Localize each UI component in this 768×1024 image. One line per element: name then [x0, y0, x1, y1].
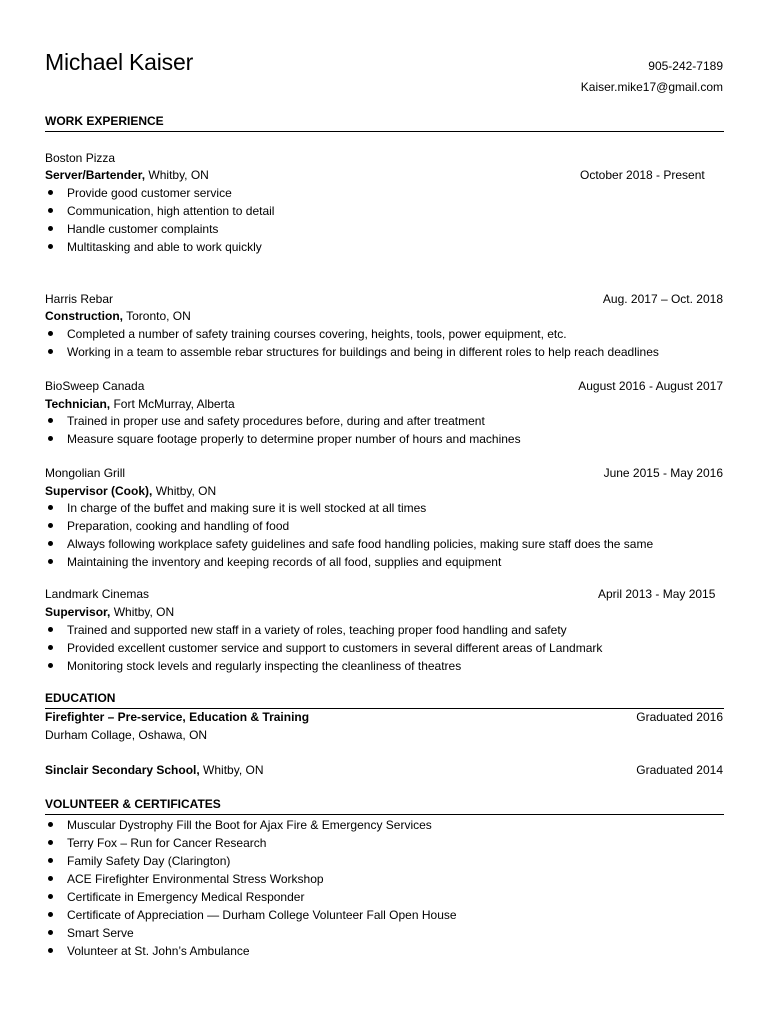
job-role-line	[45, 483, 216, 499]
job-location: Fort McMurray, Alberta	[110, 397, 235, 411]
job-bullets	[45, 185, 274, 257]
job-location: Whitby, ON	[110, 605, 175, 619]
job-role: Server/Bartender,	[45, 168, 146, 182]
job-company: Boston Pizza	[45, 151, 116, 165]
list-item: Completed a number of safety training courses covering, heights, tools, power equipment, etc.	[45, 326, 659, 344]
job-role: Supervisor,	[45, 605, 111, 619]
education-program	[45, 709, 309, 725]
job-dates: June 2015 - May 2016	[603, 466, 723, 480]
job-company: Harris Rebar	[45, 292, 114, 306]
list-item: In charge of the buffet and making sure it is well stocked at all times	[45, 500, 653, 518]
list-item: ACE Firefighter Environmental Stress Workshop	[45, 871, 457, 889]
list-item: Communication, high attention to detail	[45, 203, 274, 221]
list-item: Always following workplace safety guidelines and safe food handling policies, making sure staff does the same	[45, 536, 653, 554]
job-role: Supervisor (Cook),	[45, 484, 153, 498]
list-item: Working in a team to assemble rebar structures for buildings and being in different roles to help reach deadlines	[45, 344, 659, 362]
job-location: Whitby, ON	[152, 484, 217, 498]
job-role: Technician,	[45, 397, 111, 411]
job-company: Mongolian Grill	[45, 466, 126, 480]
list-item: Trained in proper use and safety procedures before, during and after treatment	[45, 413, 521, 431]
job-dates: August 2016 - August 2017	[578, 379, 723, 393]
list-item: Certificate in Emergency Medical Responder	[45, 889, 457, 907]
phone-number: 905-242-7189	[648, 59, 723, 73]
list-item: Maintaining the inventory and keeping records of all food, supplies and equipment	[45, 554, 653, 572]
job-dates: Aug. 2017 – Oct. 2018	[602, 292, 723, 306]
job-role-line	[45, 604, 174, 620]
email-address: Kaiser.mike17@gmail.com	[580, 80, 723, 94]
list-item: Muscular Dystrophy Fill the Boot for Ajax Fire & Emergency Services	[45, 817, 457, 835]
job-role-line	[45, 167, 209, 183]
list-item: Certificate of Appreciation — Durham College Volunteer Fall Open House	[45, 907, 457, 925]
job-bullets	[45, 413, 521, 449]
section-divider	[45, 131, 724, 132]
school-location: Whitby, ON	[199, 763, 264, 777]
list-item: Family Safety Day (Clarington)	[45, 853, 457, 871]
volunteer-heading: VOLUNTEER & CERTIFICATES	[45, 797, 221, 811]
list-item: Smart Serve	[45, 925, 457, 943]
education-school-line	[45, 762, 264, 778]
job-bullets	[45, 326, 659, 362]
list-item: Preparation, cooking and handling of food	[45, 518, 653, 536]
job-location: Whitby, ON	[145, 168, 209, 182]
job-bullets	[45, 622, 602, 676]
list-item: Provide good customer service	[45, 185, 274, 203]
list-item: Monitoring stock levels and regularly inspecting the cleanliness of theatres	[45, 658, 602, 676]
list-item: Handle customer complaints	[45, 221, 274, 239]
job-location: Toronto, ON	[123, 309, 191, 323]
education-dates: Graduated 2014	[636, 763, 723, 777]
list-item: Trained and supported new staff in a variety of roles, teaching proper food handling and safety	[45, 622, 602, 640]
list-item: Measure square footage properly to determine proper number of hours and machines	[45, 431, 521, 449]
applicant-name: Michael Kaiser	[45, 49, 194, 75]
school-name: Sinclair Secondary School,	[45, 763, 200, 777]
education-school: Durham Collage, Oshawa, ON	[45, 728, 208, 742]
education-dates: Graduated 2016	[636, 710, 723, 724]
list-item: Volunteer at St. John’s Ambulance	[45, 943, 457, 961]
job-dates: April 2013 - May 2015	[598, 587, 716, 601]
program-name: Firefighter – Pre-service, Education & Training	[45, 710, 310, 724]
list-item: Terry Fox – Run for Cancer Research	[45, 835, 457, 853]
job-dates: October 2018 - Present	[580, 168, 705, 182]
job-company: BioSweep Canada	[45, 379, 145, 393]
education-heading: EDUCATION	[45, 691, 116, 705]
job-role: Construction,	[45, 309, 123, 323]
work-experience-heading: WORK EXPERIENCE	[45, 114, 164, 128]
volunteer-list	[45, 817, 457, 961]
job-company: Landmark Cinemas	[45, 587, 150, 601]
job-role-line	[45, 308, 191, 324]
list-item: Multitasking and able to work quickly	[45, 239, 274, 257]
job-bullets	[45, 500, 653, 572]
job-role-line	[45, 396, 235, 412]
section-divider	[45, 814, 724, 815]
list-item: Provided excellent customer service and support to customers in several different areas of Landmark	[45, 640, 602, 658]
